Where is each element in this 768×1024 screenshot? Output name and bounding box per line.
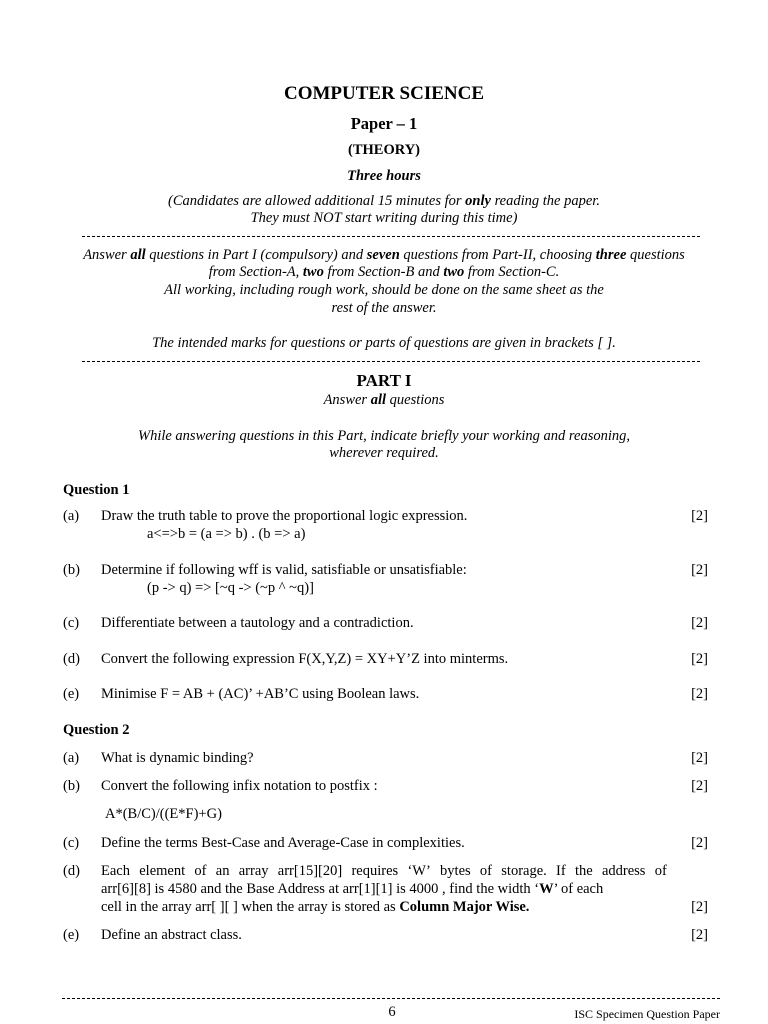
- part-subtitle: Answer all questions: [323, 392, 445, 408]
- q1c-marks: [2]: [691, 615, 708, 631]
- q2d-word: address: [601, 863, 646, 879]
- q1e-marks: [2]: [691, 686, 708, 702]
- part-note-line2: wherever required.: [329, 445, 439, 461]
- q2d-label: (d): [63, 863, 80, 879]
- q2c-text: Define the terms Best-Case and Average-Case in complexities.: [101, 835, 465, 851]
- q1b-expression: (p -> q) => [~q -> (~p ^ ~q)]: [147, 580, 314, 596]
- paper-type: (THEORY): [348, 142, 420, 158]
- q2e-marks: [2]: [691, 927, 708, 943]
- page-number: 6: [388, 1004, 396, 1020]
- q2d-line1: [101, 863, 667, 880]
- q2a-text: What is dynamic binding?: [101, 750, 254, 766]
- instruction-line2: from Section-A, two from Section-B and two from Section-C.: [208, 264, 560, 280]
- q2c-label: (c): [63, 835, 80, 851]
- q1a-text: Draw the truth table to prove the proportional logic expression.: [101, 508, 468, 524]
- q1b-label: (b): [63, 562, 80, 578]
- q2d-word: bytes: [440, 863, 471, 879]
- q1d-text: Convert the following expression F(X,Y,Z) = XY+Y’Z into minterms.: [101, 651, 509, 667]
- q2d-line3: cell in the array arr[ ][ ] when the array is stored as Column Major Wise.: [101, 899, 530, 915]
- q1c-label: (c): [63, 615, 80, 631]
- q2d-word: array: [238, 863, 269, 879]
- paper-number: Paper – 1: [350, 114, 418, 133]
- q1b-marks: [2]: [691, 562, 708, 578]
- reading-note-line1: (Candidates are allowed additional 15 minutes for only reading the paper.: [168, 193, 600, 209]
- instruction-line4: rest of the answer.: [331, 300, 437, 316]
- footer-caption: ISC Specimen Question Paper: [574, 1007, 720, 1021]
- q2e-text: Define an abstract class.: [101, 927, 242, 943]
- q1b-text: Determine if following wff is valid, satisfiable or unsatisfiable:: [101, 562, 467, 578]
- q1a-marks: [2]: [691, 508, 708, 524]
- q2d-word: requires: [351, 863, 399, 879]
- q1e-text: Minimise F = AB + (AC)’ +AB’C using Boolean laws.: [101, 686, 420, 702]
- footer-divider: [62, 998, 720, 999]
- instruction-line3: All working, including rough work, should be done on the same sheet as the: [164, 282, 604, 298]
- marks-note: The intended marks for questions or parts of questions are given in brackets [ ].: [152, 335, 616, 351]
- q1e-label: (e): [63, 686, 80, 702]
- q2e-label: (e): [63, 927, 80, 943]
- q2d-word: ‘W’: [407, 863, 431, 879]
- q2d-word: of: [654, 863, 667, 879]
- q1a-label: (a): [63, 508, 80, 524]
- q2b-label: (b): [63, 778, 80, 794]
- q2d-word: an: [215, 863, 230, 879]
- q2b-expression: A*(B/C)/((E*F)+G): [105, 806, 222, 822]
- q2d-word: element: [139, 863, 186, 879]
- divider-top: [82, 236, 700, 237]
- part-note-line1: While answering questions in this Part, indicate briefly your working and reasoning,: [137, 428, 631, 444]
- q2d-word: the: [574, 863, 593, 879]
- paper-title: COMPUTER SCIENCE: [283, 83, 485, 104]
- q1c-text: Differentiate between a tautology and a contradiction.: [101, 615, 414, 631]
- part-title: PART I: [356, 371, 412, 390]
- divider-middle: [82, 361, 700, 362]
- q2c-marks: [2]: [691, 835, 708, 851]
- q2d-line2: arr[6][8] is 4580 and the Base Address at arr[1][1] is 4000 , find the width ‘W’ of each: [101, 881, 604, 897]
- q2d-word: storage.: [501, 863, 547, 879]
- q1a-expression: a<=>b = (a => b) . (b => a): [147, 526, 306, 542]
- q2d-word: Each: [101, 863, 130, 879]
- duration: Three hours: [347, 168, 421, 184]
- q1d-label: (d): [63, 651, 80, 667]
- q2b-text: Convert the following infix notation to postfix :: [101, 778, 378, 794]
- reading-note-line2: They must NOT start writing during this time): [250, 210, 518, 226]
- q2d-word: of: [194, 863, 207, 879]
- q2d-word: of: [479, 863, 493, 879]
- q2d-word: arr[15][20]: [277, 863, 343, 879]
- q2d-word: If: [556, 863, 566, 879]
- q2d-marks: [2]: [691, 899, 708, 915]
- q1d-marks: [2]: [691, 651, 708, 667]
- question-1-heading: Question 1: [63, 482, 130, 498]
- instruction-line1: Answer all questions in Part I (compulsory) and seven questions from Part-II, choosing three questions: [83, 247, 685, 263]
- q2b-marks: [2]: [691, 778, 708, 794]
- q2a-label: (a): [63, 750, 80, 766]
- q2a-marks: [2]: [691, 750, 708, 766]
- question-2-heading: Question 2: [63, 722, 130, 738]
